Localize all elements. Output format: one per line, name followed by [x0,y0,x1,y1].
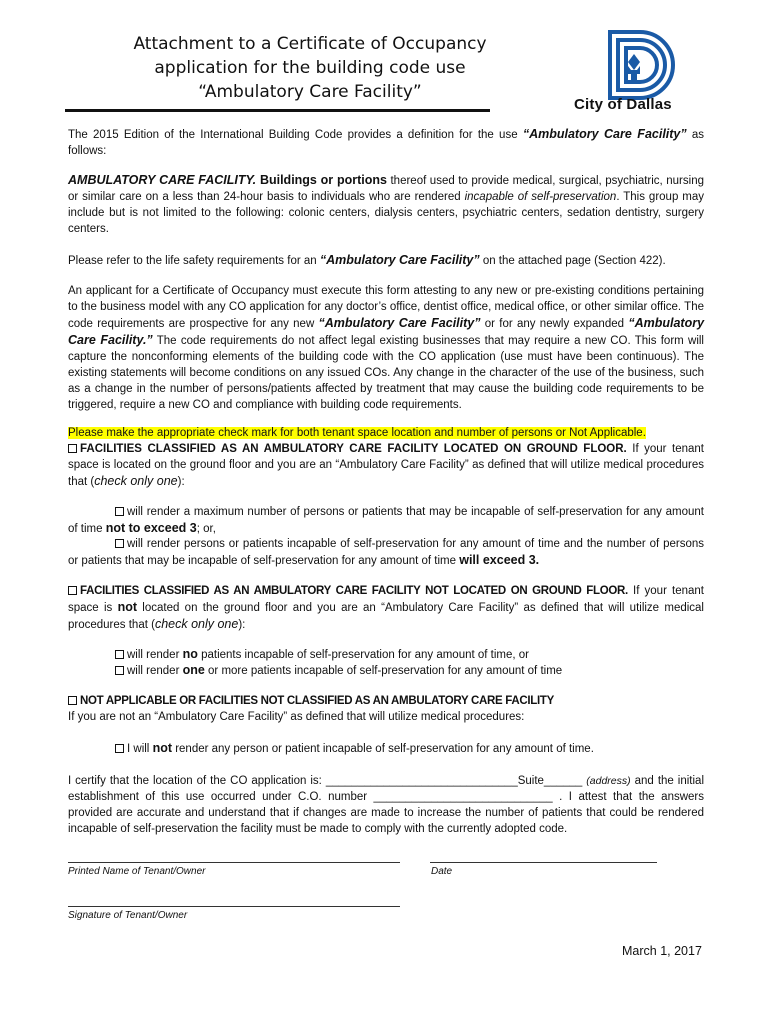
section-not-applicable [68,693,704,725]
check-only-one-1: check only one [94,474,178,488]
definition-text: thereof used to provide medical, surgical, psychiatric, nursing or similar care on a less than 24-hour basis to individuals who are rendered [68,175,704,203]
signature-label: Signature of Tenant/Owner [68,910,188,921]
not-ground-floor-text: If your tenant space is [68,585,704,614]
definition-paragraph [68,172,704,237]
applicant-text-3: The code requirements do not affect legal existing businesses that may require a new CO. This form will capture the nonconforming elements of the building code with the CO application (use must have been continuous). The existing statements will become conditions on any issued COs. Any change in the character of the use of the business, such as a change in the number of persons/patients affected by treatment that may cause the building code requirements to be triggered, require a new CO and compliance with building code requirements. [68,335,704,411]
title-line-2: application for the building code use [154,58,466,78]
title-line-1: Attachment to a Certificate of Occupancy [133,34,487,54]
certify-address-label: (address) [586,775,631,787]
ground-floor-option-1-end: ; or, [196,523,216,535]
not-ground-floor-option-2-end: or more patients incapable of self-preservation for any amount of time [204,665,563,677]
not-ground-floor-text-2: located on the ground floor and you are an “Ambulatory Care Facility” as defined that will utilize medical procedures that ( [68,602,704,631]
intro-paragraph [68,126,704,159]
ground-floor-option-1-text: will render a maximum number of persons or patients that may be incapable of self-preservation for any amount of time [68,506,704,535]
printed-name-label: Printed Name of Tenant/Owner [68,866,206,877]
definition-text-end: . This group may include but is not limited to the following: colonic centers, dialysis centers, psychiatric centers, sedation dentistry, surgery centers. [68,191,705,235]
intro-term: “Ambulatory Care Facility” [522,127,687,141]
logo-text: City of Dallas [574,96,672,113]
ground-floor-option-1-bold: not to exceed 3 [105,521,197,535]
not-ground-floor-heading: FACILITIES CLASSIFIED AS AN AMBULATORY CARE FACILITY NOT LOCATED ON GROUND FLOOR. [80,585,628,597]
not-applicable-option-end: render any person or patient incapable of self-preservation for any amount of time. [172,743,594,755]
applicant-paragraph [68,283,704,413]
title-divider [65,109,490,112]
not-applicable-option-checkbox[interactable] [115,744,124,753]
certify-paragraph [68,773,704,837]
check-only-one-2: check only one [154,617,239,631]
ground-floor-option-2-text: will render persons or patients incapable of self-preservation for any amount of time and the number of persons or patients that may be incapable of self-preservation for any amount of time [68,538,704,567]
applicant-term-2: “Ambulatory Care Facility.” [68,316,705,347]
not-ground-floor-option-1-bold: no [182,647,198,661]
applicant-text-2: or for any newly expanded [480,318,629,330]
not-ground-floor-option-1-checkbox[interactable] [115,650,124,659]
not-ground-floor-not: not [117,600,138,614]
intro-text-end: as follows: [68,129,705,157]
not-ground-floor-option-1-end: patients incapable of self-preservation for any amount of time, or [197,649,530,661]
not-applicable-option-text: I will [127,743,153,755]
definition-bold-phrase: Buildings or portions [256,173,387,187]
document-title [95,32,525,104]
signature-line[interactable] [68,906,400,907]
not-ground-floor-text-end: ): [238,619,246,631]
definition-term: AMBULATORY CARE FACILITY. [68,173,257,187]
not-ground-floor-option-1 [68,646,704,663]
section-not-ground-floor [68,583,704,633]
refer-text-end: on the attached page (Section 422). [479,255,666,267]
not-applicable-checkbox[interactable] [68,696,77,705]
certify-text-2: and the initial establishment of this use occurred under C.O. number ____________________________ . I attest that the answers provided are accurate and understand that if changes are made to increase the number of patients that could be rendered incapable of self-preservation the facility must be made to comply with the currently adopted code. [68,775,704,835]
not-ground-floor-option-2-text: will render [127,665,183,677]
ground-floor-option-1-checkbox[interactable] [115,507,124,516]
definition-italic: incapable of self-preservation [464,191,617,203]
ground-floor-heading: FACILITIES CLASSIFIED AS AN AMBULATORY CARE FACILITY LOCATED ON GROUND FLOOR. [80,443,627,455]
applicant-term-1: “Ambulatory Care Facility” [318,316,481,330]
not-ground-floor-option-2-bold: one [182,663,205,677]
instruction-highlight: Please make the appropriate check mark for both tenant space location and number of persons or Not Applicable. [68,427,646,439]
not-ground-floor-option-1-text: will render [127,649,183,661]
footer-date: March 1, 2017 [622,944,702,958]
not-applicable-heading: NOT APPLICABLE OR FACILITIES NOT CLASSIFIED AS AN AMBULATORY CARE FACILITY [80,695,555,707]
applicant-text: An applicant for a Certificate of Occupancy must execute this form attesting to any new or pre-existing conditions pertaining to the business model with any CO application for any doctor’s office, dentist office, medical office, or other similar office. The code requirements are prospective for any new [68,285,704,330]
date-line[interactable] [430,862,657,863]
not-ground-floor-option-2 [68,662,704,679]
not-ground-floor-option-2-checkbox[interactable] [115,666,124,675]
refer-paragraph [68,252,704,269]
ground-floor-text-end: ): [177,476,185,488]
refer-term: “Ambulatory Care Facility” [319,253,480,267]
printed-name-line[interactable] [68,862,400,863]
ground-floor-text: If your tenant space is located on the ground floor and you are an “Ambulatory Care Facility” as defined that will utilize medical procedures that ( [68,443,704,488]
date-label: Date [431,866,453,877]
not-applicable-option [68,740,704,757]
not-applicable-text: If you are not an “Ambulatory Care Facility” as defined that will utilize medical procedures: [68,711,525,723]
certify-text: I certify that the location of the CO application is: ______________________________Suite______ [68,775,587,787]
ground-floor-checkbox[interactable] [68,444,77,453]
ground-floor-option-1 [68,504,704,537]
not-applicable-option-bold: not [152,741,172,755]
ground-floor-option-2-bold: will exceed 3. [459,553,540,567]
refer-text: Please refer to the life safety requirements for an [68,255,320,267]
title-line-3: “Ambulatory Care Facility” [198,82,422,102]
ground-floor-option-2-checkbox[interactable] [115,539,124,548]
intro-text: The 2015 Edition of the International Building Code provides a definition for the use [68,129,523,141]
not-ground-floor-checkbox[interactable] [68,586,77,595]
ground-floor-option-2 [68,536,704,569]
instruction-line [68,425,704,441]
section-ground-floor [68,441,704,490]
